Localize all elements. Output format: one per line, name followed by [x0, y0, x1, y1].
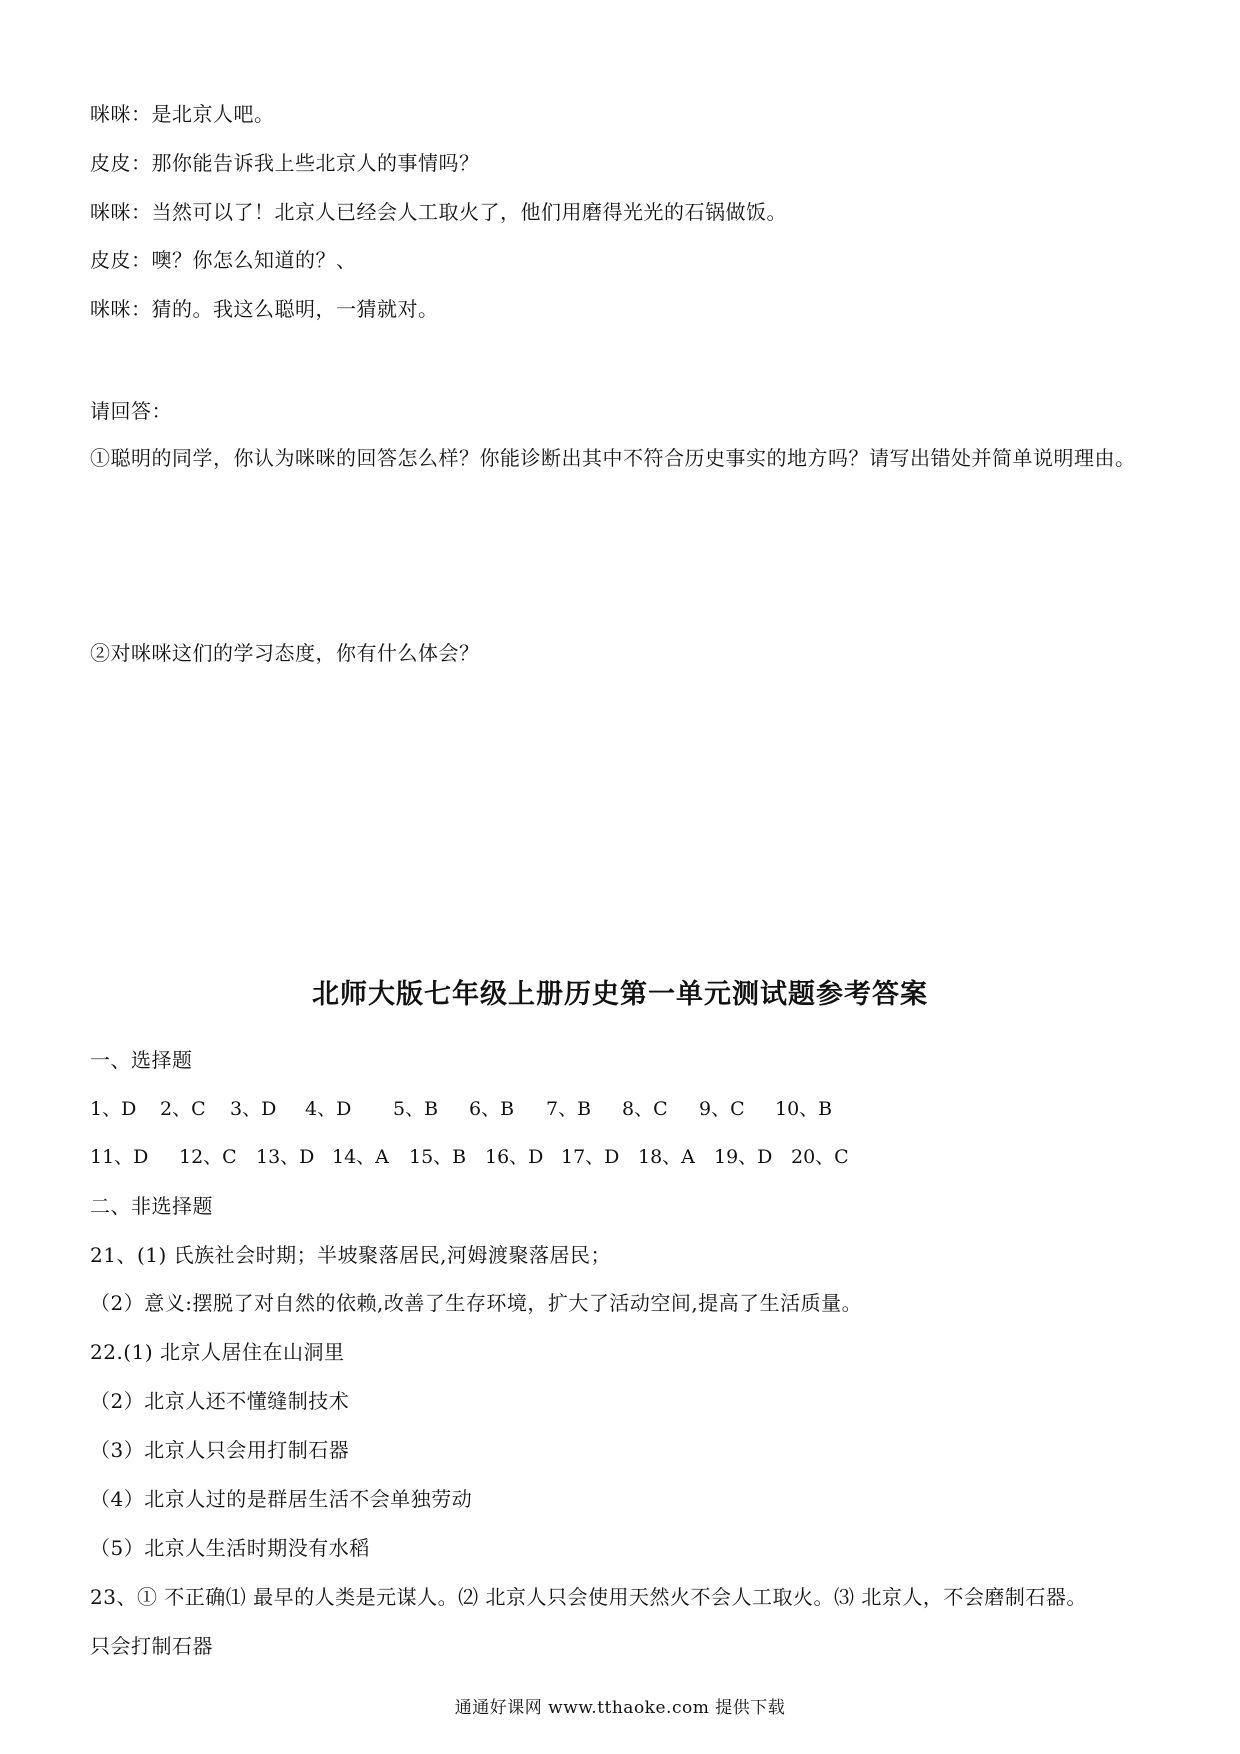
answer-22-part-1: 22.(1) 北京人居住在山洞里 — [90, 1340, 345, 1364]
answer-item: 7、B — [546, 1098, 592, 1120]
answer-22-part-2: （2）北京人还不懂缝制技术 — [90, 1389, 350, 1413]
answer-item: 9、C — [699, 1098, 745, 1120]
answer-item: 11、D — [90, 1146, 149, 1168]
answer-item: 4、D — [305, 1098, 352, 1120]
answer-22-part-5: （5）北京人生活时期没有水稻 — [90, 1536, 370, 1560]
answer-21-part-1: 21、(1) 氏族社会时期；半坡聚落居民,河姆渡聚落居民； — [90, 1243, 611, 1267]
answer-item: 14、A — [332, 1146, 389, 1168]
dialogue-line-3: 咪咪：当然可以了！北京人已经会人工取火了，他们用磨得光光的石锅做饭。 — [90, 200, 787, 224]
answer-22-part-3: （3）北京人只会用打制石器 — [90, 1438, 350, 1462]
dialogue-line-1: 咪咪：是北京人吧。 — [90, 102, 275, 126]
answer-item: 5、B — [393, 1098, 439, 1120]
answer-item: 8、C — [622, 1098, 668, 1120]
answer-item: 20、C — [791, 1146, 849, 1168]
page-footer: 通通好课网 www.tthaoke.com 提供下载 — [454, 1698, 786, 1718]
answer-item: 2、C — [160, 1098, 206, 1120]
answer-22-part-4: （4）北京人过的是群居生活不会单独劳动 — [90, 1487, 473, 1511]
section-nonchoice-heading: 二、非选择题 — [90, 1194, 213, 1218]
question-1: ①聪明的同学，你认为咪咪的回答怎么样？你能诊断出其中不符合历史事实的地方吗？请写出错处并简单说明理由。 — [90, 446, 1136, 470]
answers-row-2 — [90, 1144, 871, 1170]
answer-item: 3、D — [230, 1098, 277, 1120]
dialogue-line-2: 皮皮：那你能告诉我上些北京人的事情吗？ — [90, 151, 480, 175]
answer-key-title: 北师大版七年级上册历史第一单元测试题参考答案 — [312, 979, 928, 1010]
question-2: ②对咪咪这们的学习态度，你有什么体会？ — [90, 641, 480, 665]
answer-item: 18、A — [638, 1146, 695, 1168]
section-choice-heading: 一、选择题 — [90, 1048, 193, 1072]
answer-23-part-2: 只会打制石器 — [90, 1634, 213, 1658]
answer-item: 19、D — [714, 1146, 773, 1168]
answer-item: 13、D — [256, 1146, 315, 1168]
answer-21-part-2: （2）意义:摆脱了对自然的依赖,改善了生存环境，扩大了活动空间,提高了生活质量。 — [90, 1291, 863, 1315]
answer-item: 15、B — [409, 1146, 467, 1168]
answer-item: 17、D — [561, 1146, 620, 1168]
answer-23-part-1: 23、① 不正确⑴ 最早的人类是元谋人。⑵ 北京人只会使用天然火不会人工取火。⑶ 北京人，不会磨制石器。 — [90, 1585, 1087, 1609]
answer-item: 12、C — [179, 1146, 237, 1168]
answer-item: 16、D — [485, 1146, 544, 1168]
answer-item: 1、D — [90, 1098, 137, 1120]
answer-item: 10、B — [775, 1098, 833, 1120]
answers-row-1 — [90, 1096, 855, 1122]
dialogue-line-5: 咪咪：猜的。我这么聪明，一猜就对。 — [90, 297, 439, 321]
dialogue-line-4: 皮皮：噢？你怎么知道的？、 — [90, 248, 357, 272]
question-prompt: 请回答： — [90, 399, 172, 423]
answer-item: 6、B — [469, 1098, 515, 1120]
